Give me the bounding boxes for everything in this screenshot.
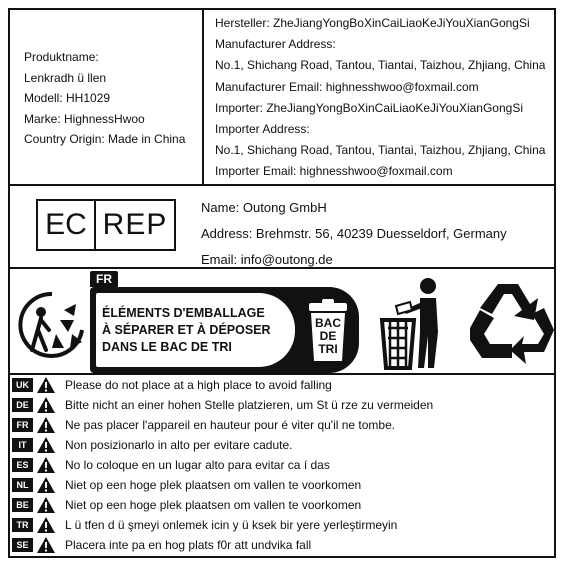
ec-rep-ec: EC <box>38 201 96 249</box>
warning-row <box>12 515 397 535</box>
warning-triangle-icon <box>36 516 56 534</box>
warning-triangle-icon <box>36 496 56 514</box>
triman-icon <box>16 290 88 360</box>
info-tri-box <box>90 287 359 373</box>
bin-label-line: DE <box>319 329 337 343</box>
language-code-badge: IT <box>12 438 33 452</box>
warning-text: Niet op een hoge plek plaatsen om vallen te voorkomen <box>65 478 362 492</box>
manufacturer-email: Manufacturer Email: highnesshwoo@foxmail.com <box>215 79 479 94</box>
ec-rep-name: Name: Outong GmbH <box>201 200 327 215</box>
warning-text: Bitte nicht an einer hohen Stelle platzieren, um St ü rze zu vermeiden <box>65 398 434 412</box>
warning-text: Niet op een hoge plek plaatsen om vallen te voorkomen <box>65 498 362 512</box>
warning-text: Ne pas placer l'appareil en hauteur pour é viter qu'il ne tombe. <box>65 418 396 432</box>
warning-text: Placera inte pa en hog plats f0r att undvika fall <box>65 538 312 552</box>
language-code-badge: FR <box>12 418 33 432</box>
ec-rep-rep: REP <box>102 208 168 241</box>
recycle-icon <box>462 280 554 370</box>
importer-address-label: Importer Address: <box>215 122 310 137</box>
warning-row <box>12 395 433 415</box>
warning-row <box>12 375 332 395</box>
ec-rep-email: Email: info@outong.de <box>201 252 333 267</box>
manufacturer-address-label: Manufacturer Address: <box>215 37 336 52</box>
product-name-value: Lenkradh ü llen <box>24 70 107 85</box>
product-model: Modell: HH1029 <box>24 91 111 105</box>
warning-text: No lo coloque en un lugar alto para evitar ca í das <box>65 458 330 472</box>
language-code-badge: NL <box>12 478 33 492</box>
importer-name: Importer: ZheJiangYongBoXinCaiLiaoKeJiYouXianGongSi <box>215 100 523 115</box>
manufacturer-name: Hersteller: ZheJiangYongBoXinCaiLiaoKeJiYouXianGongSi <box>215 16 530 30</box>
warning-row <box>12 455 330 475</box>
manufacturer-address: No.1, Shichang Road, Tantou, Tiantai, Taizhou, Zhjiang, China <box>215 58 546 73</box>
warning-triangle-icon <box>36 436 56 454</box>
warning-triangle-icon <box>36 396 56 414</box>
importer-address: No.1, Shichang Road, Tantou, Tiantai, Taizhou, Zhjiang, China <box>215 143 546 158</box>
importer-email: Importer Email: highnesshwoo@foxmail.com <box>215 164 453 179</box>
info-tri-text-panel <box>96 293 295 367</box>
product-origin: Country Origin: Made in China <box>24 132 186 146</box>
language-code-badge: UK <box>12 378 33 392</box>
ec-rep-address: Address: Brehmstr. 56, 40239 Duesseldorf, Germany <box>201 226 507 241</box>
language-code-badge: ES <box>12 458 33 472</box>
warning-row <box>12 475 361 495</box>
warning-row <box>12 415 395 435</box>
manufacturer-info <box>215 13 545 183</box>
product-brand: Marke: HighnessHwoo <box>24 111 145 126</box>
warning-triangle-icon <box>36 376 56 394</box>
section-divider-vertical <box>202 10 204 185</box>
ec-rep-info <box>201 195 507 273</box>
language-code-badge: BE <box>12 498 33 512</box>
language-code-badge: SE <box>12 538 33 552</box>
language-code-badge: DE <box>12 398 33 412</box>
language-code-badge: TR <box>12 518 33 532</box>
info-tri-line: À SÉPARER ET À DÉPOSER <box>102 323 271 337</box>
info-tri-line: DANS LE BAC DE TRI <box>102 340 232 354</box>
product-info <box>24 47 185 150</box>
warning-text: L ü tfen d ü şmeyi onlemek icin y ü ksek bir yere yerleştirmeyin <box>65 518 398 532</box>
product-name-label: Produktname: <box>24 50 99 64</box>
warning-triangle-icon <box>36 476 56 494</box>
warning-text: Please do not place at a high place to avoid falling <box>65 378 332 392</box>
warning-row <box>12 535 311 555</box>
ec-rep-symbol <box>36 199 176 251</box>
section-divider-1 <box>10 184 554 186</box>
warning-row <box>12 495 361 515</box>
warning-triangle-icon <box>36 536 56 554</box>
bin-label-line: BAC <box>315 316 341 330</box>
warning-triangle-icon <box>36 416 56 434</box>
warning-text: Non posizionarlo in alto per evitare cadute. <box>65 438 293 452</box>
section-divider-2 <box>10 267 554 269</box>
label-frame <box>8 8 556 558</box>
tidyman-icon <box>376 276 456 372</box>
info-tri-line: ÉLÉMENTS D'EMBALLAGE <box>102 306 265 320</box>
fr-tag: FR <box>90 271 118 287</box>
sorting-bin-icon <box>306 299 350 368</box>
bin-label-line: TRI <box>318 342 338 356</box>
warning-row <box>12 435 292 455</box>
warning-triangle-icon <box>36 456 56 474</box>
